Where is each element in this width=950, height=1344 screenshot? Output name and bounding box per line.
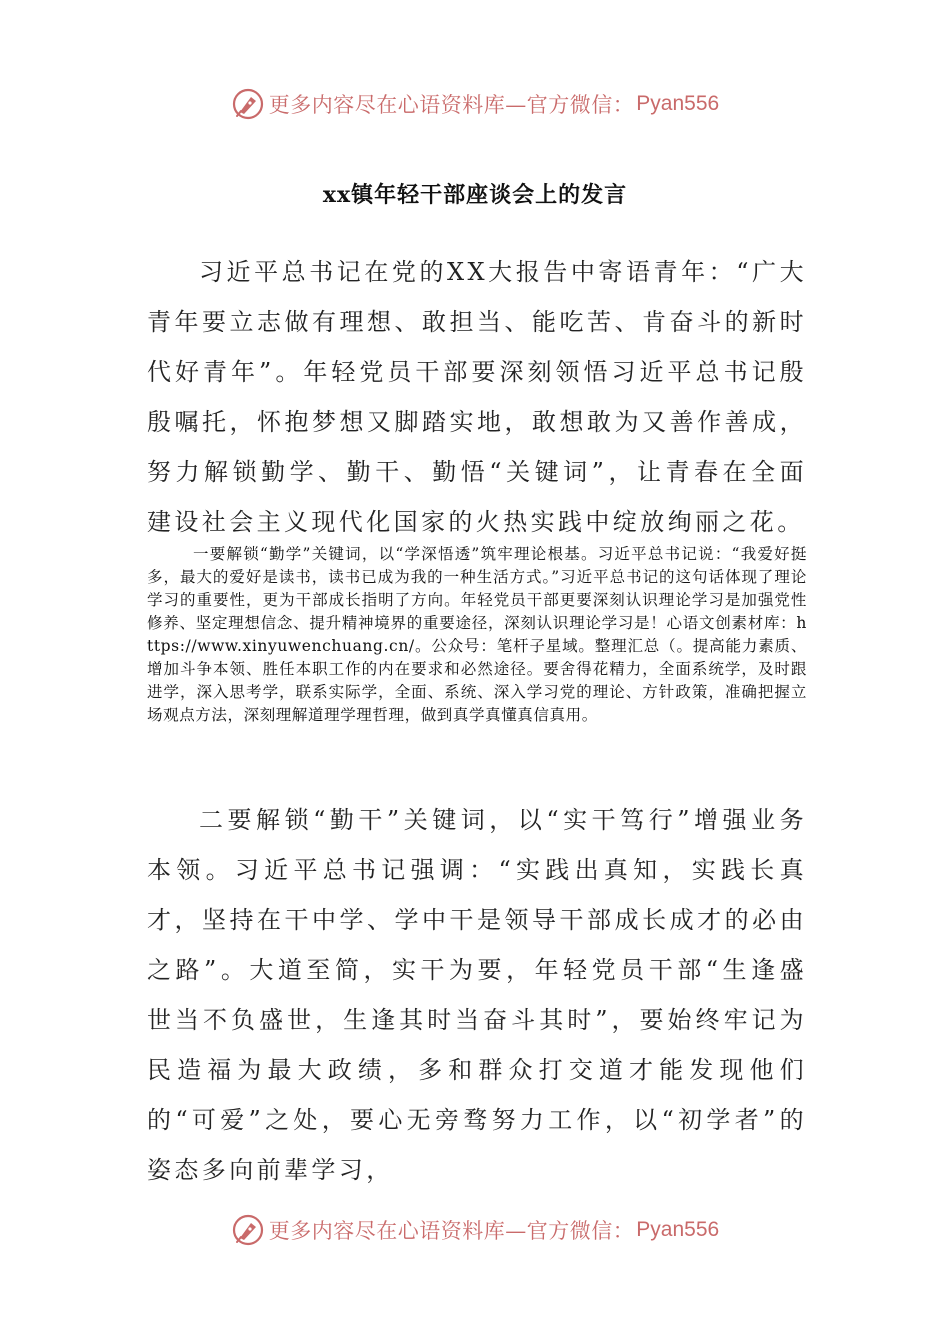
footer-watermark bbox=[0, 1210, 950, 1250]
watermark-wechat-id: Pyan556 bbox=[636, 1218, 720, 1241]
document-title: xx镇年轻干部座谈会上的发言 bbox=[322, 182, 628, 208]
watermark-text: 更多内容尽在心语资料库—官方微信： bbox=[268, 1219, 635, 1243]
pen-nib-logo-icon bbox=[231, 1213, 265, 1247]
section-two-paragraph: 二要解锁“勤干”关键词，以“实干笃行”增强业务本领。习近平总书记强调：“实践出真知，实践长真才，坚持在干中学、学中干是领导干部成长成才的必由之路”。大道至简，实干为要，年轻党员干部“生逢盛世当不负盛世，生逢其时当奋斗其时”，要始终牢记为民造福为最大政绩，多和群众打交道才能发现他们的“可爱”之处，要心无旁骛努力工作，以“初学者”的姿态多向前辈学习， bbox=[147, 806, 807, 1184]
watermark-text: 更多内容尽在心语资料库—官方微信： bbox=[268, 93, 635, 117]
watermark-wechat-id: Pyan556 bbox=[636, 92, 720, 115]
section-one-paragraph: 一要解锁“勤学”关键词，以“学深悟透”筑牢理论根基。习近平总书记说：“我爱好挺多，最大的爱好是读书，读书已成为我的一种生活方式。”习近平总书记的这句话体现了理论学习的重要性，更为干部成长指明了方向。年轻党员干部更要深刻认识理论学习是加强党性修养、坚定理想信念、提升精神境界的重要途径，深刻认识理论学习是！心语文创素材库：https://www.xinyuwenchuang.cn/。公众号：笔杆子星域。整理汇总（。提高能力素质、增加斗争本领、胜任本职工作的内在要求和必然途径。要舍得花精力，全面系统学，及时跟进学，深入思考学，联系实际学，全面、系统、深入学习党的理论、方针政策，准确把握立场观点方法，深刻理解道理学理哲理，做到真学真懂真信真用。 bbox=[147, 545, 807, 724]
intro-paragraph: 习近平总书记在党的XX大报告中寄语青年：“广大青年要立志做有理想、敢担当、能吃苦、肯奋斗的新时代好青年”。年轻党员干部要深刻领悟习近平总书记殷殷嘱托，怀抱梦想又脚踏实地，敢想敢为又善作善成，努力解锁勤学、勤干、勤悟“关键词”，让青春在全面建设社会主义现代化国家的火热实践中绽放绚丽之花。 bbox=[147, 258, 807, 536]
header-watermark bbox=[0, 84, 950, 124]
pen-nib-logo-icon bbox=[231, 87, 265, 121]
